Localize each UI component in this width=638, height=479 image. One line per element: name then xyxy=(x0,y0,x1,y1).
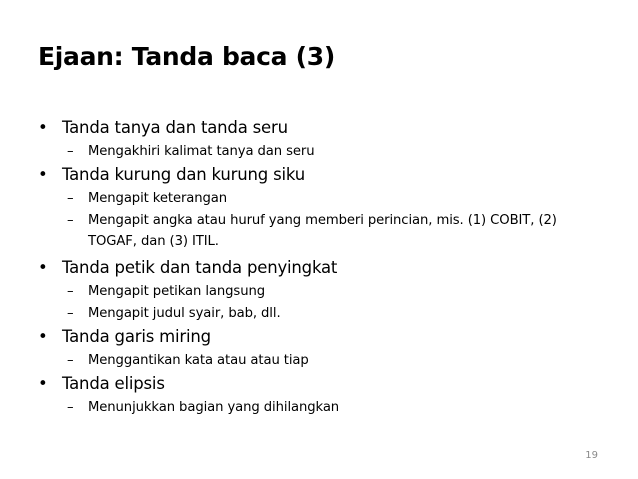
sub-bullet-item xyxy=(67,353,309,368)
bullet-marker: • xyxy=(38,118,48,137)
bullet-label: Tanda kurung dan kurung siku xyxy=(62,165,305,184)
page-number: 19 xyxy=(585,450,598,461)
sub-bullet-item xyxy=(67,284,265,299)
bullet-marker: • xyxy=(38,258,48,277)
sub-bullet-item xyxy=(67,306,281,321)
bullet-marker: • xyxy=(38,165,48,184)
bullet-label: Tanda tanya dan tanda seru xyxy=(62,118,288,137)
sub-bullet-item xyxy=(67,191,227,206)
sub-bullet-continuation: TOGAF, dan (3) ITIL. xyxy=(88,234,219,249)
slide-title: Ejaan: Tanda baca (3) xyxy=(38,42,335,71)
bullet-item xyxy=(38,327,211,346)
sub-bullet-marker: – xyxy=(67,306,74,321)
sub-bullet-label: Mengapit judul syair, bab, dll. xyxy=(88,306,281,321)
sub-bullet-item xyxy=(67,144,315,159)
bullet-item xyxy=(38,258,337,277)
sub-bullet-label: Mengakhiri kalimat tanya dan seru xyxy=(88,144,315,159)
sub-bullet-label: Menunjukkan bagian yang dihilangkan xyxy=(88,400,340,415)
sub-bullet-marker: – xyxy=(67,191,74,206)
bullet-item xyxy=(38,118,288,137)
bullet-label: Tanda elipsis xyxy=(62,374,165,393)
sub-bullet-marker: – xyxy=(67,353,74,368)
sub-bullet-label: Mengapit petikan langsung xyxy=(88,284,265,299)
bullet-label: Tanda petik dan tanda penyingkat xyxy=(62,258,338,277)
bullet-marker: • xyxy=(38,374,48,393)
sub-bullet-marker: – xyxy=(67,400,74,415)
bullet-label: Tanda garis miring xyxy=(62,327,211,346)
bullet-item xyxy=(38,165,305,184)
sub-bullet-label: Mengapit angka atau huruf yang memberi perincian, mis. (1) COBIT, (2) xyxy=(88,213,557,228)
bullet-item xyxy=(38,374,165,393)
bullet-marker: • xyxy=(38,327,48,346)
sub-bullet-marker: – xyxy=(67,213,74,228)
sub-bullet-label: Menggantikan kata atau atau tiap xyxy=(88,353,309,368)
sub-bullet-marker: – xyxy=(67,144,74,159)
sub-bullet-item xyxy=(67,213,557,228)
sub-bullet-item xyxy=(67,400,339,415)
sub-bullet-marker: – xyxy=(67,284,74,299)
sub-bullet-label: Mengapit keterangan xyxy=(88,191,228,206)
